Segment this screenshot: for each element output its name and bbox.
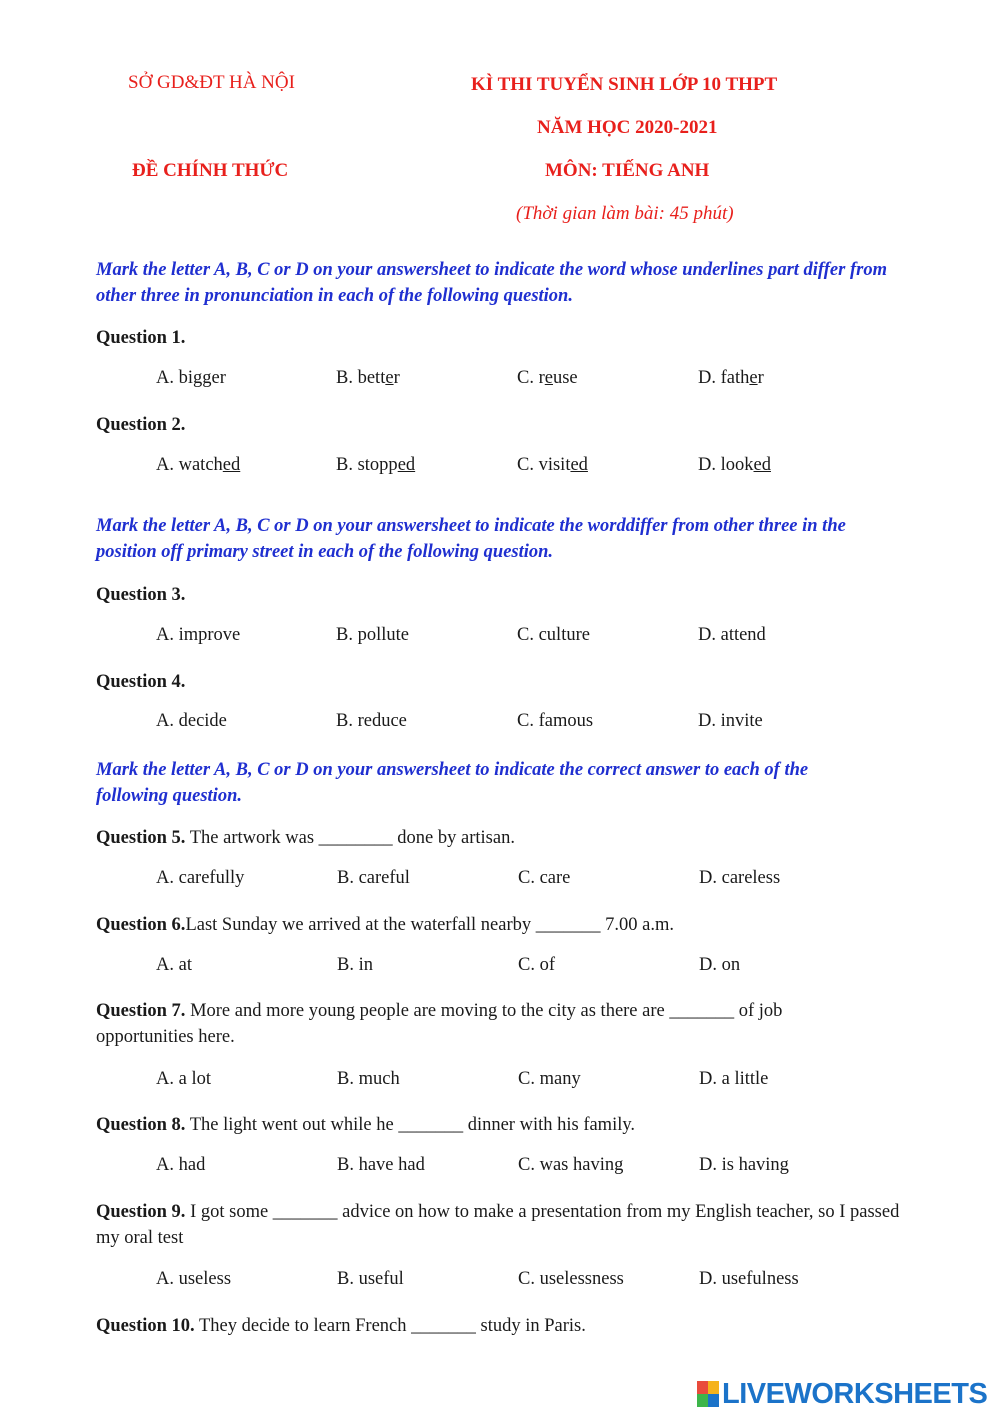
option-a[interactable]: A. at <box>156 955 192 975</box>
question-label: Question 8. <box>96 1115 186 1135</box>
option-c[interactable]: C. many <box>518 1069 581 1089</box>
question <box>96 669 926 695</box>
question <box>96 582 926 608</box>
question-text: The artwork was ________ done by artisan. <box>185 828 515 848</box>
question-label: Question 3. <box>96 585 186 605</box>
option-d[interactable]: D. on <box>699 955 741 975</box>
question <box>96 412 926 438</box>
exam-title: KÌ THI TUYỂN SINH LỚP 10 THPT <box>471 74 778 95</box>
question-label: Question 2. <box>96 415 186 435</box>
option-c[interactable]: C. of <box>518 955 555 975</box>
option-a[interactable]: A. carefully <box>156 868 245 888</box>
option-b[interactable]: B. useful <box>337 1269 404 1289</box>
official-exam-label: ĐỀ CHÍNH THỨC <box>132 160 289 181</box>
option-a[interactable]: A. had <box>156 1155 206 1175</box>
option-d[interactable]: D. careless <box>699 868 781 888</box>
option-a[interactable]: A. watched <box>156 455 241 475</box>
question-label: Question 4. <box>96 672 186 692</box>
option-c[interactable]: C. visited <box>517 455 588 475</box>
exam-duration: (Thời gian làm bài: 45 phút) <box>516 203 734 224</box>
question-text: More and more young people are moving to the city as there are _______ of job opportunities here. <box>96 1001 783 1047</box>
option-b[interactable]: B. have had <box>337 1155 425 1175</box>
option-a[interactable]: A. useless <box>156 1269 232 1289</box>
instruction-stress: Mark the letter A, B, C or D on your answersheet to indicate the worddiffer from other three in the position off primary street in each of the following question. <box>96 516 846 562</box>
option-c[interactable]: C. care <box>518 868 571 888</box>
instruction-pronunciation: Mark the letter A, B, C or D on your answersheet to indicate the word whose underlines part differ from other three in pronunciation in each of the following question. <box>96 260 887 306</box>
question-text: They decide to learn French _______ study in Paris. <box>194 1316 586 1336</box>
option-c[interactable]: C. reuse <box>517 368 578 388</box>
department-name: SỞ GD&ĐT HÀ NỘI <box>128 72 295 93</box>
option-d[interactable]: D. father <box>698 368 764 388</box>
option-d[interactable]: D. a little <box>699 1069 769 1089</box>
exam-subject: MÔN: TIẾNG ANH <box>545 160 710 181</box>
question-label: Question 10. <box>96 1316 195 1336</box>
option-c[interactable]: C. was having <box>518 1155 624 1175</box>
option-c[interactable]: C. famous <box>517 711 594 731</box>
option-b[interactable]: B. much <box>337 1069 400 1089</box>
question <box>96 1112 926 1138</box>
question-label: Question 1. <box>96 328 186 348</box>
option-b[interactable]: B. in <box>337 955 373 975</box>
question <box>96 325 926 351</box>
question <box>96 998 856 1050</box>
liveworksheets-logo[interactable] <box>697 1378 987 1410</box>
option-a[interactable]: A. bigger <box>156 368 226 388</box>
option-d[interactable]: D. attend <box>698 625 766 645</box>
option-d[interactable]: D. looked <box>698 455 771 475</box>
question <box>96 1199 926 1251</box>
school-year: NĂM HỌC 2020-2021 <box>537 117 718 138</box>
option-b[interactable]: B. reduce <box>336 711 407 731</box>
option-c[interactable]: C. culture <box>517 625 590 645</box>
question-label: Question 7. <box>96 1001 186 1021</box>
option-a[interactable]: A. decide <box>156 711 227 731</box>
option-d[interactable]: D. invite <box>698 711 763 731</box>
question <box>96 912 926 938</box>
option-d[interactable]: D. is having <box>699 1155 789 1175</box>
question-label: Question 5. <box>96 828 186 848</box>
question-label: Question 6. <box>96 915 186 935</box>
option-b[interactable]: B. better <box>336 368 400 388</box>
option-a[interactable]: A. a lot <box>156 1069 211 1089</box>
option-b[interactable]: B. pollute <box>336 625 409 645</box>
instruction-correct-answer: Mark the letter A, B, C or D on your answersheet to indicate the correct answer to each of the following question. <box>96 760 809 806</box>
question-text: The light went out while he _______ dinner with his family. <box>185 1115 636 1135</box>
question-text: I got some _______ advice on how to make a presentation from my English teacher, so I passed my oral test <box>96 1202 900 1248</box>
option-d[interactable]: D. usefulness <box>699 1269 799 1289</box>
logo-text: LIVEWORKSHEETS <box>722 1377 988 1410</box>
question <box>96 1313 926 1339</box>
option-c[interactable]: C. uselessness <box>518 1269 624 1289</box>
option-a[interactable]: A. improve <box>156 625 241 645</box>
option-b[interactable]: B. stopped <box>336 455 416 475</box>
question <box>96 825 926 851</box>
question-text: Last Sunday we arrived at the waterfall nearby _______ 7.00 a.m. <box>185 915 674 935</box>
logo-badge-icon <box>697 1381 719 1407</box>
question-label: Question 9. <box>96 1202 186 1222</box>
option-b[interactable]: B. careful <box>337 868 410 888</box>
